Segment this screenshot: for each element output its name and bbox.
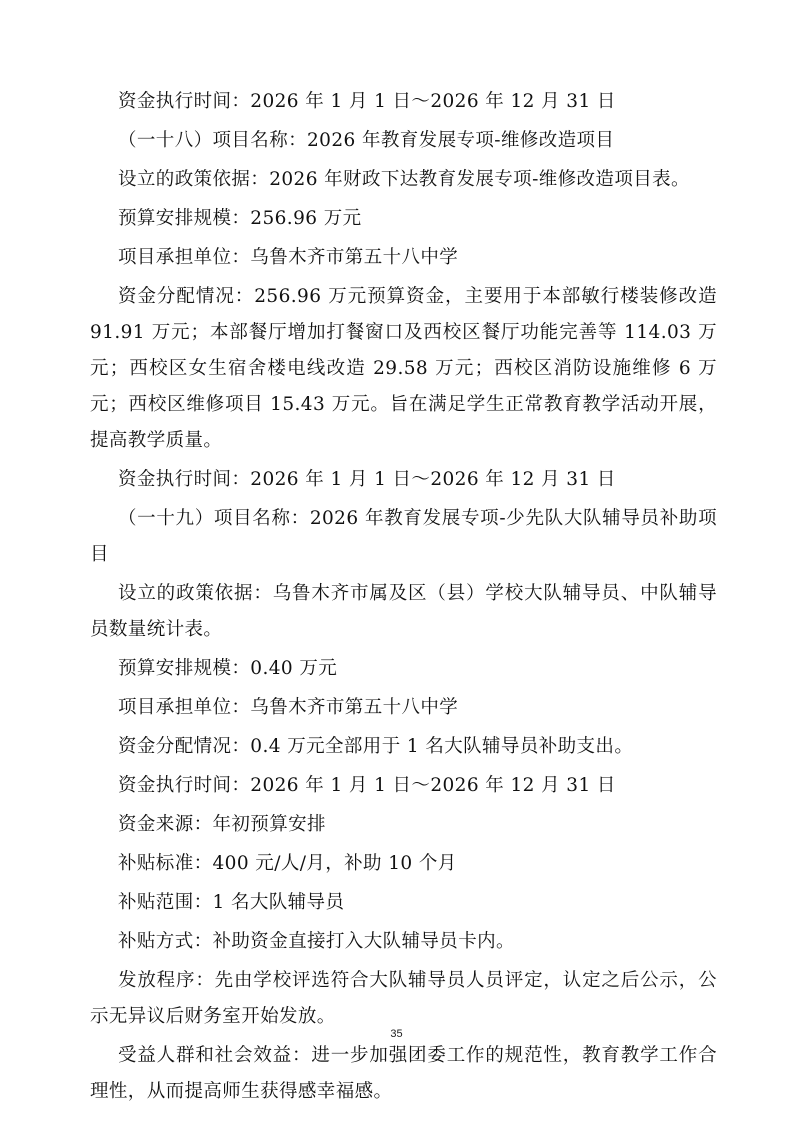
- paragraph-project-18-name: （一十八）项目名称：2026 年教育发展专项-维修改造项目: [118, 130, 615, 151]
- paragraph-distribution-procedure: 发放程序：先由学校评选符合大队辅导员人员评定，认定之后公示，公示无异议后财务室开始发放。: [90, 970, 717, 1027]
- paragraph-project-18-undertaking-unit: 项目承担单位：乌鲁木齐市第五十八中学: [118, 247, 459, 268]
- paragraph-fund-source: 资金来源：年初预算安排: [118, 814, 326, 835]
- paragraph-project-19-budget-scale: 预算安排规模：0.40 万元: [118, 658, 338, 679]
- paragraph-fund-execution-time-1: 资金执行时间：2026 年 1 月 1 日～2026 年 12 月 31 日: [118, 91, 616, 112]
- paragraph-project-18-budget-scale: 预算安排规模：256.96 万元: [118, 208, 362, 229]
- paragraph-fund-execution-time-2: 资金执行时间：2026 年 1 月 1 日～2026 年 12 月 31 日: [118, 469, 616, 490]
- page-number: 35: [390, 1028, 403, 1040]
- paragraph-subsidy-method: 补贴方式：补助资金直接打入大队辅导员卡内。: [118, 931, 515, 952]
- paragraph-project-18-policy-basis: 设立的政策依据：2026 年财政下达教育发展专项-维修改造项目表。: [118, 169, 690, 190]
- paragraph-subsidy-standard: 补贴标准：400 元/人/月，补助 10 个月: [118, 853, 457, 874]
- paragraph-project-18-fund-allocation: 资金分配情况：256.96 万元预算资金，主要用于本部敏行楼装修改造 91.91 万元；本部餐厅增加打餐窗口及西校区餐厅功能完善等 114.03 万元；西校区女生宿舍楼电线改造 29.58 万元；西校区消防设施维修 6 万元；西校区维修项目 15.43 万元。旨在满足学生正常教育教学活动开展，提高教学质量。: [90, 286, 717, 451]
- paragraph-project-19-name: （一十九）项目名称：2026 年教育发展专项-少先队大队辅导员补助项目: [90, 508, 717, 565]
- paragraph-project-19-fund-allocation: 资金分配情况：0.4 万元全部用于 1 名大队辅导员补助支出。: [118, 736, 634, 757]
- paragraph-project-19-undertaking-unit: 项目承担单位：乌鲁木齐市第五十八中学: [118, 697, 459, 718]
- paragraph-beneficiaries-social-benefit: 受益人群和社会效益：进一步加强团委工作的规范性，教育教学工作合理性，从而提高师生获得感幸福感。: [90, 1045, 717, 1102]
- paragraph-subsidy-scope: 补贴范围：1 名大队辅导员: [118, 892, 345, 913]
- document-body: [90, 84, 717, 1110]
- paragraph-fund-execution-time-3: 资金执行时间：2026 年 1 月 1 日～2026 年 12 月 31 日: [118, 775, 616, 796]
- paragraph-project-19-policy-basis: 设立的政策依据：乌鲁木齐市属及区（县）学校大队辅导员、中队辅导员数量统计表。: [90, 583, 717, 640]
